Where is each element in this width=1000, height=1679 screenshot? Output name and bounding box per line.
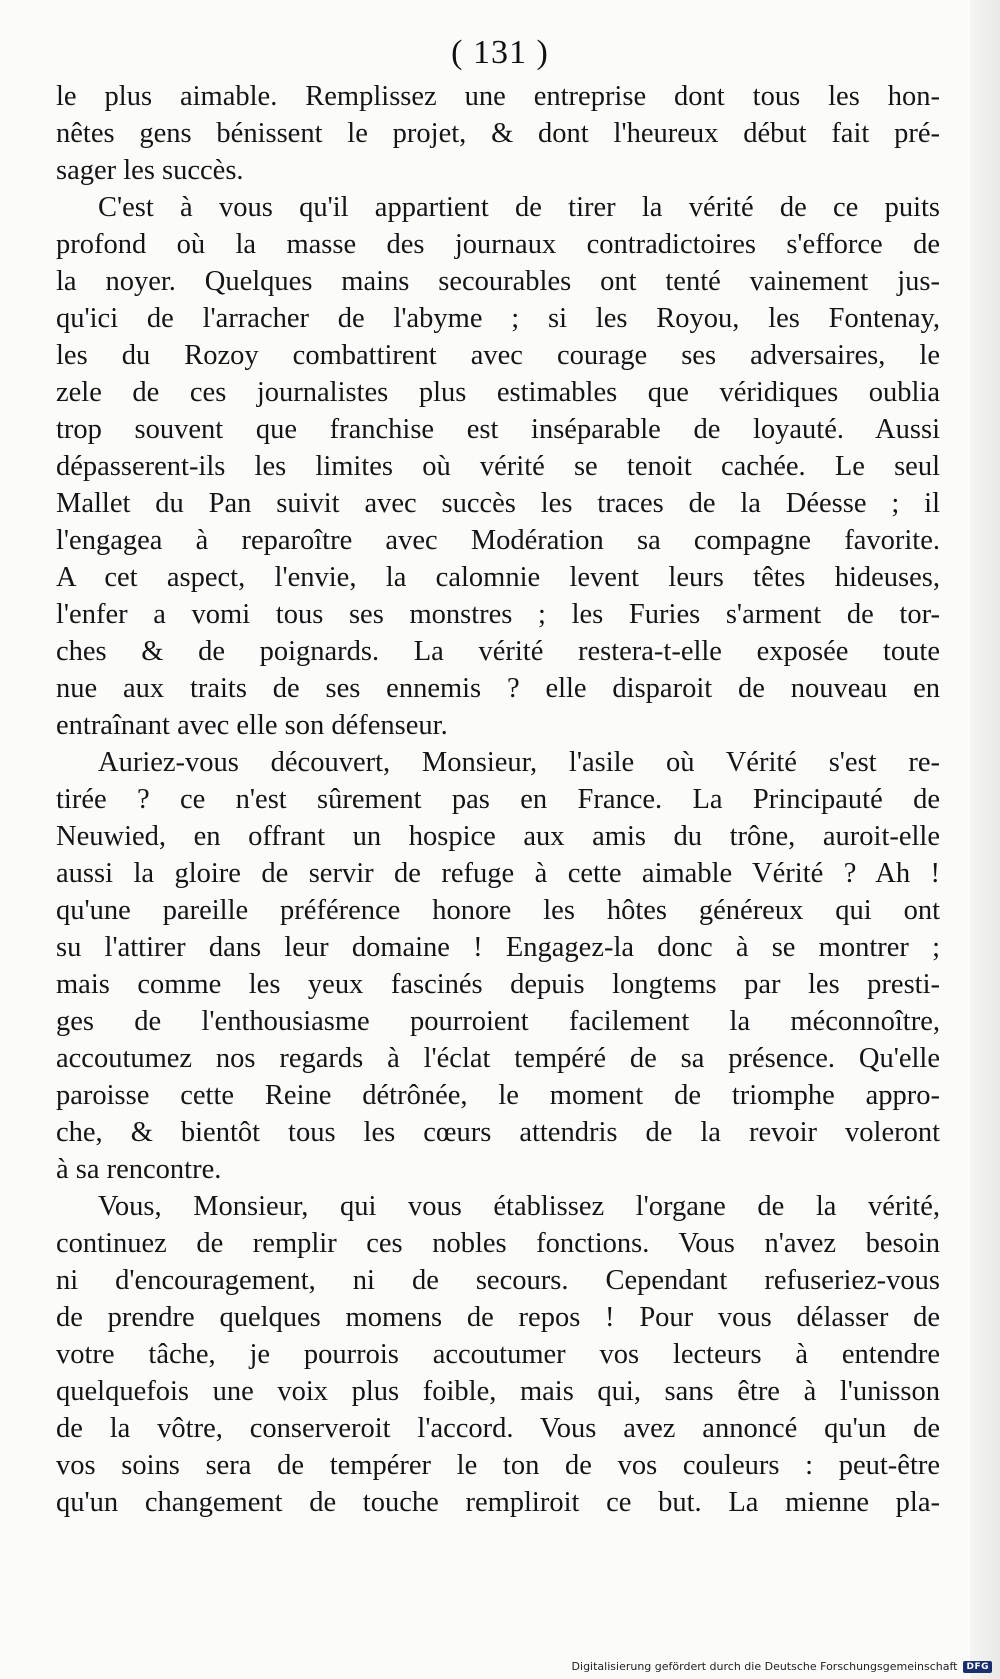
text-line: ges de l'enthousiasme pourroient facilement la méconnoître, xyxy=(56,1006,940,1037)
credit-text: Digitalisierung gefördert durch die Deutsche Forschungsgemeinschaft xyxy=(571,1660,958,1673)
text-line: qu'ici de l'arracher de l'abyme ; si les Royou, les Fontenay, xyxy=(56,303,940,334)
page-number: ( 131 ) xyxy=(451,34,549,71)
text-line: mais comme les yeux fascinés depuis longtems par les presti- xyxy=(56,969,940,1000)
text-line: su l'attirer dans leur domaine ! Engagez-la donc à se montrer ; xyxy=(56,932,940,963)
text-line: tirée ? ce n'est sûrement pas en France. La Principauté de xyxy=(56,784,940,815)
text-line: qu'une pareille préférence honore les hôtes généreux qui ont xyxy=(56,895,940,926)
text-line: nêtes gens bénissent le projet, & dont l'heureux début fait pré- xyxy=(56,118,940,149)
text-line: le plus aimable. Remplissez une entreprise dont tous les hon- xyxy=(56,81,940,112)
text-line: nue aux traits de ses ennemis ? elle disparoit de nouveau en xyxy=(56,673,940,704)
text-line: vos soins sera de tempérer le ton de vos couleurs : peut-être xyxy=(56,1450,940,1481)
text-line: profond où la masse des journaux contradictoires s'efforce de xyxy=(56,229,940,260)
text-line: A cet aspect, l'envie, la calomnie levent leurs têtes hideuses, xyxy=(56,562,940,593)
text-line: Auriez-vous découvert, Monsieur, l'asile où Vérité s'est re- xyxy=(98,747,940,778)
page-edge-shadow xyxy=(970,0,1000,1679)
text-line: Mallet du Pan suivit avec succès les traces de la Déesse ; il xyxy=(56,488,940,519)
text-line: dépasserent-ils les limites où vérité se tenoit cachée. Le seul xyxy=(56,451,940,482)
text-line: l'enfer a vomi tous ses monstres ; les Furies s'arment de tor- xyxy=(56,599,940,630)
text-line: accoutumez nos regards à l'éclat tempéré de sa présence. Qu'elle xyxy=(56,1043,940,1074)
text-line: entraînant avec elle son défenseur. xyxy=(56,710,448,741)
text-line: ni d'encouragement, ni de secours. Cependant refuseriez-vous xyxy=(56,1265,940,1296)
body-text xyxy=(56,78,940,1521)
text-line: votre tâche, je pourrois accoutumer vos lecteurs à entendre xyxy=(56,1339,940,1370)
text-line: Vous, Monsieur, qui vous établissez l'organe de la vérité, xyxy=(98,1191,940,1222)
text-line: aussi la gloire de servir de refuge à cette aimable Vérité ? Ah ! xyxy=(56,858,940,889)
text-line: Neuwied, en offrant un hospice aux amis du trône, auroit-elle xyxy=(56,821,940,852)
text-line: quelquefois une voix plus foible, mais qui, sans être à l'unisson xyxy=(56,1376,940,1407)
text-line: de prendre quelques momens de repos ! Pour vous délasser de xyxy=(56,1302,940,1333)
text-line: l'engagea à reparoître avec Modération sa compagne favorite. xyxy=(56,525,940,556)
text-line: paroisse cette Reine détrônée, le moment de triomphe appro- xyxy=(56,1080,940,1111)
text-line: sager les succès. xyxy=(56,155,244,186)
text-line: les du Rozoy combattirent avec courage ses adversaires, le xyxy=(56,340,940,371)
text-line: ches & de poignards. La vérité restera-t-elle exposée toute xyxy=(56,636,940,667)
text-line: de la vôtre, conserveroit l'accord. Vous avez annoncé qu'un de xyxy=(56,1413,940,1444)
text-line: trop souvent que franchise est inséparable de loyauté. Aussi xyxy=(56,414,940,445)
text-line: che, & bientôt tous les cœurs attendris de la revoir voleront xyxy=(56,1117,940,1148)
text-line: C'est à vous qu'il appartient de tirer la vérité de ce puits xyxy=(98,192,940,223)
text-line: à sa rencontre. xyxy=(56,1154,222,1185)
text-line: continuez de remplir ces nobles fonctions. Vous n'avez besoin xyxy=(56,1228,940,1259)
text-line: zele de ces journalistes plus estimables que véridiques oublia xyxy=(56,377,940,408)
text-line: qu'un changement de touche rempliroit ce but. La mienne pla- xyxy=(56,1487,940,1518)
text-line: la noyer. Quelques mains secourables ont tenté vainement jus- xyxy=(56,266,940,297)
digitization-credit xyxy=(572,1660,992,1673)
dfg-logo-icon: DFG xyxy=(963,1661,992,1673)
